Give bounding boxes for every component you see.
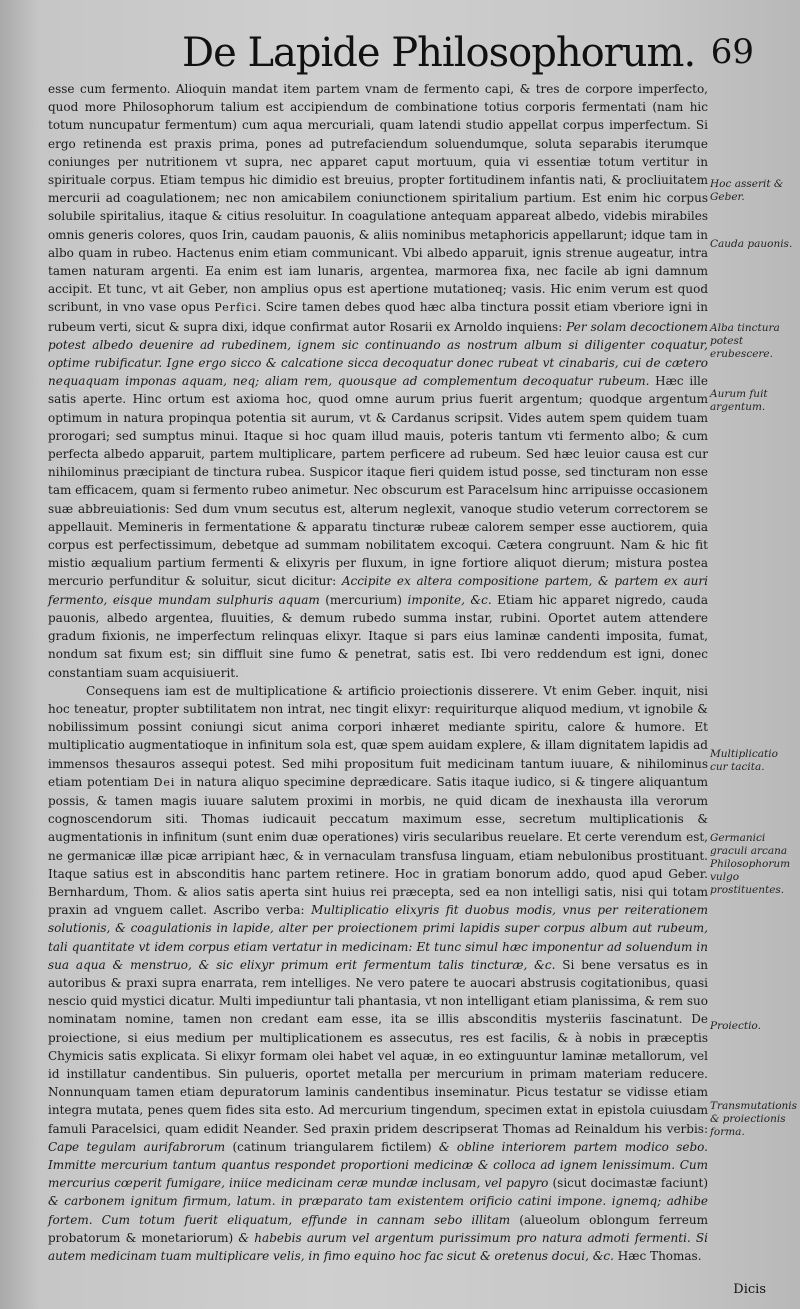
text-run: Etiam hic apparet nigredo, cauda pauonis, albedo argentea, fluuities, & demum rubedo summa instar, rubini. Oportet autem attendere gradum fixionis, ne imperfectum relinquas elixyr. Itaque si pars eius laminæ candenti imposita, fumat, nondum sat fixum est; sin diffluit sine fumo & penetrat, satis est. Ibi vero reddendum est igni, donec constantiam suam acquisiuerit. — [48, 592, 708, 680]
italic-quotation: & obline interiorem partem modico sebo. Immitte mercurium tantum quantus respondet proportioni medicinæ & colloca ad ignem lenissimum. Cum mercurius cœperit fumigare, iniice medicinam ceræ mundæ inclusam, vel papyro — [48, 1139, 708, 1191]
text-run: (catinum triangularem fictilem) — [232, 1139, 432, 1154]
small-caps-word: Perfici — [214, 301, 258, 315]
italic-quotation: Multiplicatio elixyris fit duobus modis, vnus per reiterationem solutionis, & coagulationis in lapide, alter per proiectionem primi lapidis super corpus album aut rubeum, tali quantitate vt idem corpus etiam vertatur in medicinam: Et tunc simul hæc imponentur ad soluendum in sua aqua & menstruo, & sic elixyr primum erit fermentum talis tincturæ, &c. — [48, 903, 709, 972]
italic-quotation: Accipite ex altera compositione partem, & partem ex auri fermento, eisque mundam sulphuris aquam — [48, 574, 708, 607]
margin-note: Alba tinctura potest erubescere. — [710, 322, 780, 360]
margin-note: Transmutationis & proiectionis forma. — [710, 1100, 798, 1138]
small-caps-word: Dei — [153, 775, 176, 789]
page-number: 69 — [710, 32, 754, 72]
italic-quotation: & habebis aurum vel argentum purissimum pro natura admoti fermenti. Si autem medicinam tuam multiplicare velis, in fimo equino hoc fac sicut & oretenus docui, &c. — [48, 1230, 708, 1263]
italic-quotation: & carbonem ignitum firmum, latum. in præparato tam existentem orificio catini impone. ignemq; adhibe fortem. Cum totum fuerit eliquatum, effunde in cannam sebo illitam — [48, 1194, 708, 1227]
text-run: Hæc Thomas. — [617, 1249, 702, 1263]
margin-note: Aurum fuit argentum. — [710, 388, 768, 413]
margin-note: Hoc asserit & Geber. — [710, 178, 784, 203]
paragraph-multiplication — [48, 682, 708, 1266]
text-run: Hæc ille satis aperte. Hinc ortum est axioma hoc, quod omne aurum prius fuerit argentum; quodque argentum optimum in natura propinqua potentia sit aurum, vt & Cardanus scripsit. Vides autem spem quidem tuam prorogari; sed sumptus minui. Itaque si hoc quam illud mauis, poteris tantum vti fermento albo; & cum perfecta albedo apparuit, partem multiplicare, partem perficere ad rubeum. Sed hæc leuior causa est cur nihilominus præcipiant de tinctura rubea. Suspicor itaque fieri quidem istud posse, sed tincturam non esse tam efficacem, quam si fermento rubeo animetur. Nec obscurum est Paracelsum hinc arripuisse occasionem suæ abbreuiationis: Sed dum vnum secutus est, alterum neglexit, vanoque studio veterum correctorem se appellauit. Memineris in fermentatione & apparatu tincturæ rubeæ calorem semper esse auctiorem, quia corpus est perfectissimum, debetque ad summam nobilitatem excoqui. Cætera congruunt. Nam & hic fit mistio æqualium partium fermenti & elixyris per fluxum, in igne fortiore aliquot dierum; mistura postea mercurio perfunditur & soluitur, sicut dicitur: — [48, 374, 708, 589]
margin-note: Germanici graculi arcana Philosophorum vulgo prostituentes. — [710, 832, 791, 896]
page-header — [0, 30, 800, 78]
italic-quotation: Cape tegulam aurifabrorum — [48, 1139, 226, 1154]
text-run: (mercurium) — [325, 592, 402, 607]
paragraph-fermentation — [48, 80, 708, 682]
margin-note: Multiplicatio cur tacita. — [710, 748, 778, 773]
margin-note: Proiectio. — [710, 1020, 761, 1032]
italic-quotation: imponite, &c. — [407, 592, 492, 607]
catchword: Dicis — [733, 1282, 766, 1297]
text-run: . Scire tamen debes quod hæc alba tinctura possit etiam vberiore igni in rubeum verti, sicut & supra dixi, idque confirmat autor Rosarii ex Arnoldo inquiens: — [48, 300, 708, 334]
margin-note: Cauda pauonis. — [710, 238, 793, 250]
text-run: Si bene versatus es in autoribus & praxi supra enarrata, rem intelliges. Ne vero patere te auocari abstrusis cogitationibus, quasi nescio quid mystici dicatur. Multi impediuntur tali phantasia, vt non intelligant etiam planissima, & rem suo nominatam nomine, tamen non credant eam esse, ita se illis absconditis mysteriis fascinatunt. De proiectione, si eius medium per multiplicationem es assecutus, res est facilis, & à nobis in præceptis Chymicis satis explicata. Si elixyr formam olei habet vel aquæ, in eo extinguuntur laminæ metallorum, vel id instillatur candentibus. Sin pulueris, oportet metalla per mercurium in primam materiam reducere. Nonnunquam tamen etiam depuratorum laminis candentibus inseminatur. Picus testatur se vidisse etiam integra mutata, penes quem fides sita esto. Ad mercurium tingendum, specimen extat in epistola cuiusdam famuli Paracelsici, quam edidit Neander. Sed praxin pridem descripserat Thomas ad Reinaldum his verbis: — [48, 957, 708, 1136]
text-run: in natura aliquo specimine deprædicare. Satis itaque iudico, si & tingere aliquantum possis, & tamen magis iuuare salutem proximi in morbis, ne quid dicam de inexhausta illa verorum cognoscendorum siti. Thomas iudicauit peccatum maximum esse, secretum multiplicationis & augmentationis in infinitum (sunt enim duæ operationes) viris secularibus reuelare. Et certe verendum est, ne germanicæ illæ picæ arripiant hæc, & in vernaculam transfusa linguam, etiam nebulonibus prostituant. Itaque satius est in absconditis hanc partem retinere. Hoc in gratiam bonorum addo, quod apud Geber. Bernhardum, Thom. & alios satis aperta sint huius rei præcepta, sed ea non intelligi satis, nisi qui totam praxin ad vnguem callet. Ascribo verba: — [48, 774, 708, 918]
text-run: esse cum fermento. Alioquin mandat item partem vnam de fermento capi, & tres de corpore imperfecto, quod more Philosophorum talium est accipiendum de combinatione totius corporis fermentati (nam hic totum nuncupatur fermentum) cum aqua mercuriali, quam latendi studio appellat corpus imperfectum. Si ergo retinenda est praxis prima, pones ad putrefaciendum soluendumque, soluta separabis iterumque coniunges per nutritionem vt supra, nec apparet caput mortuum, quia vi essentiæ totum vertitur in spirituale corpus. Etiam tempus hic dimidio est breuius, propter fortitudinem infantis nati, & procliuitatem mercurii ad coagulationem; nec non amicabilem coniunctionem spiritalium partium. Est enim hic corpus solubile spiritalius, itaque & citius resoluitur. In coagulatione antequam appareat albedo, videbis mirabiles omnis generis colores, quos Irin, caudam pauonis, & aliis nominibus metaphoricis appellarunt; idque tam in albo quam in rubeo. Hactenus enim etiam communicant. Vbi albedo apparuit, ignis strenue augeatur, intra tamen naturam argenti. Ea enim est iam lunaris, argentea, marmorea fixa, nec facile ab igni damnum accipit. Et tunc, vt ait Geber, non amplius opus est apertione mutationeq; vasis. Hic enim verum est quod scribunt, in vno vase opus — [48, 82, 708, 315]
text-run: (sicut docimastæ faciunt) — [552, 1176, 708, 1191]
text-run: Consequens iam est de multiplicatione & artificio proiectionis disserere. Vt enim Geber. inquit, nisi hoc teneatur, propter subtilitatem non intrat, nec tingit elixyr: requiriturque aliquod medium, vt ignobile & nobilissimum possint coniungi sicut anima corpori inhæret mediante spiritu, calore & humore. Et multiplicatio augmentatioque in infinitum sola est, quæ spem auidam explere, & illam dignitatem lapidis ad immensos thesauros assequi potest. Sed mihi propositum fuit medicinam tantum iuuare, & nihilominus etiam potentiam — [48, 683, 708, 789]
main-text-block — [48, 80, 708, 1265]
italic-quotation: Per solam decoctionem potest albedo deuenire ad rubedinem, ignem sic continuando as nostrum album si diligenter coquatur, optime rubificatur. Igne ergo sicco & calcatione sicca decoquatur donec rubeat vt cinabaris, cui de cætero nequaquam imponas aquam, neq; aliam rem, quousque ad complementum decoquatur rubeum. — [48, 319, 708, 389]
running-title: De Lapide Philosophorum. — [182, 30, 696, 76]
text-run: (alueolum oblongum ferreum probatorum & monetariorum) — [48, 1212, 708, 1245]
